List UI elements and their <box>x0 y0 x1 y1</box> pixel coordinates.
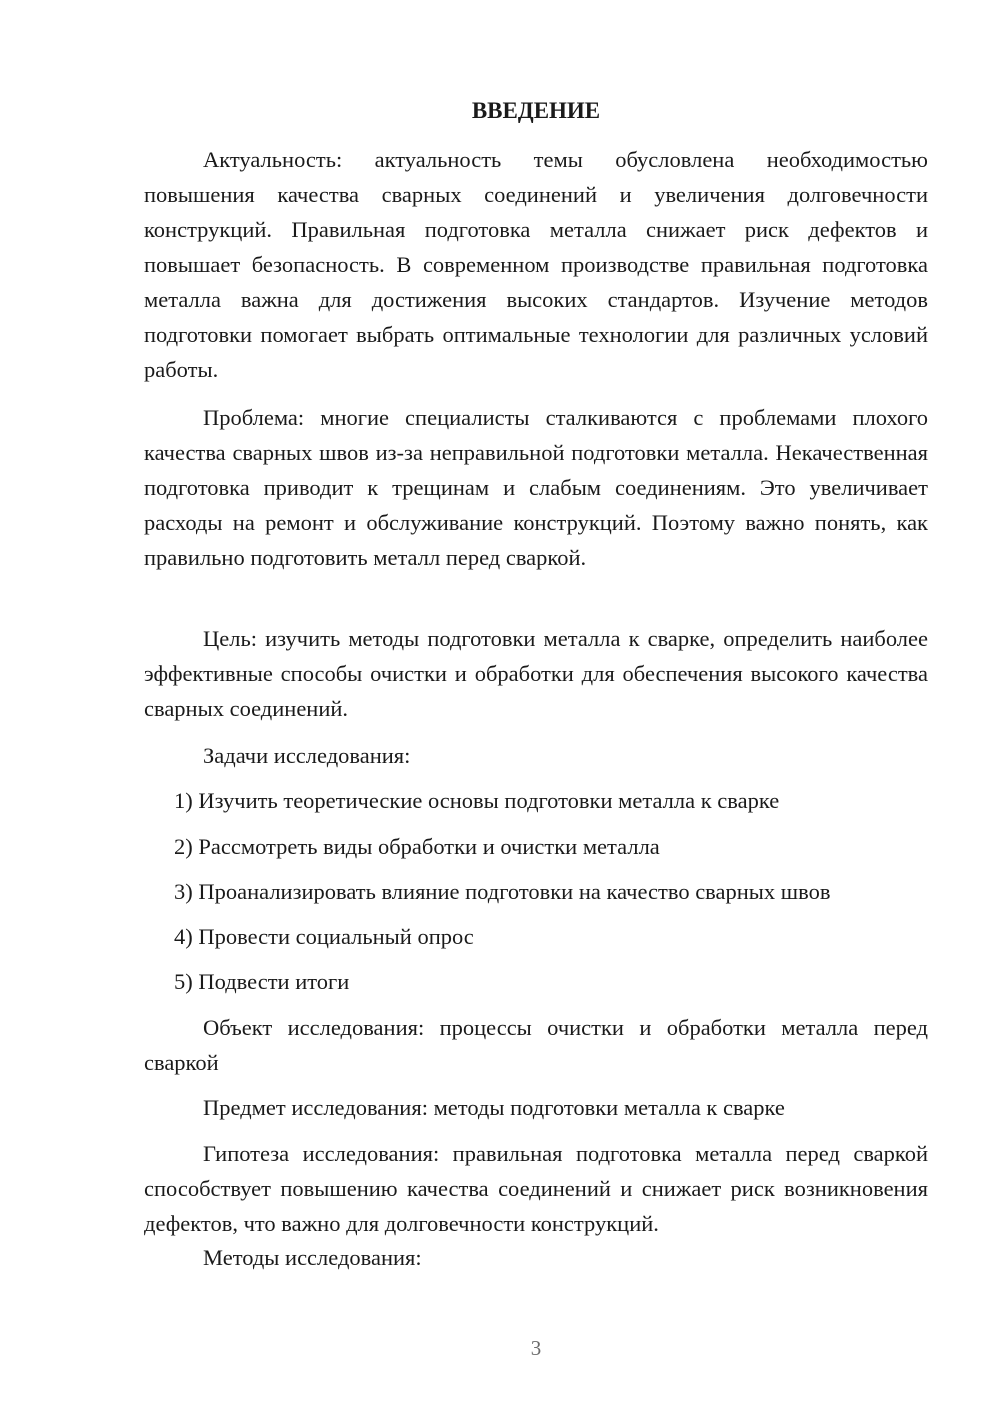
goal-paragraph-block <box>144 621 928 726</box>
object-paragraph-block <box>144 1010 928 1080</box>
problem-paragraph-block <box>144 400 928 575</box>
page-number: 3 <box>530 1336 542 1360</box>
task-list-item <box>144 964 928 999</box>
goal-paragraph: Цель: изучить методы подготовки металла к сварке, определить наиболее эффективные способы очистки и обработки для обеспечения высокого качества сварных соединений. <box>144 626 928 721</box>
hypothesis-paragraph: Гипотеза исследования: правильная подготовка металла перед сваркой способствует повышению качества соединений и снижает риск возникновения дефектов, что важно для долговечности конструкций. <box>144 1141 928 1236</box>
task-2: 2) Рассмотреть виды обработки и очистки металла <box>174 834 660 859</box>
task-list-item <box>144 829 928 864</box>
page-title: ВВЕДЕНИЕ <box>471 98 601 123</box>
subject-paragraph: Предмет исследования: методы подготовки металла к сварке <box>203 1095 785 1120</box>
relevance-paragraph-block <box>144 142 928 387</box>
relevance-paragraph: Актуальность: актуальность темы обусловлена необходимостью повышения качества сварных соединений и увеличения долговечности конструкций. Правильная подготовка металла снижает риск дефектов и повышает безопасность. В современном производстве правильная подготовка металла важна для достижения высоких стандартов. Изучение методов подготовки помогает выбрать оптимальные технологии для различных условий работы. <box>144 147 928 382</box>
task-list-item <box>144 874 928 909</box>
object-paragraph: Объект исследования: процессы очистки и обработки металла перед сваркой <box>144 1015 928 1075</box>
task-list-item <box>144 919 928 954</box>
problem-paragraph: Проблема: многие специалисты сталкиваются с проблемами плохого качества сварных швов из-за неправильной подготовки металла. Некачественная подготовка приводит к трещинам и слабым соединениям. Это увеличивает расходы на ремонт и обслуживание конструкций. Поэтому важно понять, как правильно подготовить металл перед сваркой. <box>144 405 928 570</box>
subject-paragraph-block <box>144 1090 928 1125</box>
methods-heading: Методы исследования: <box>203 1245 422 1270</box>
tasks-heading-block <box>144 738 928 773</box>
hypothesis-paragraph-block <box>144 1136 928 1241</box>
methods-heading-block <box>144 1240 928 1275</box>
task-4: 4) Провести социальный опрос <box>174 924 474 949</box>
task-3: 3) Проанализировать влияние подготовки на качество сварных швов <box>174 879 831 904</box>
tasks-heading: Задачи исследования: <box>203 743 411 768</box>
task-5: 5) Подвести итоги <box>174 969 350 994</box>
task-1: 1) Изучить теоретические основы подготовки металла к сварке <box>174 788 780 813</box>
task-list-item <box>144 783 928 818</box>
